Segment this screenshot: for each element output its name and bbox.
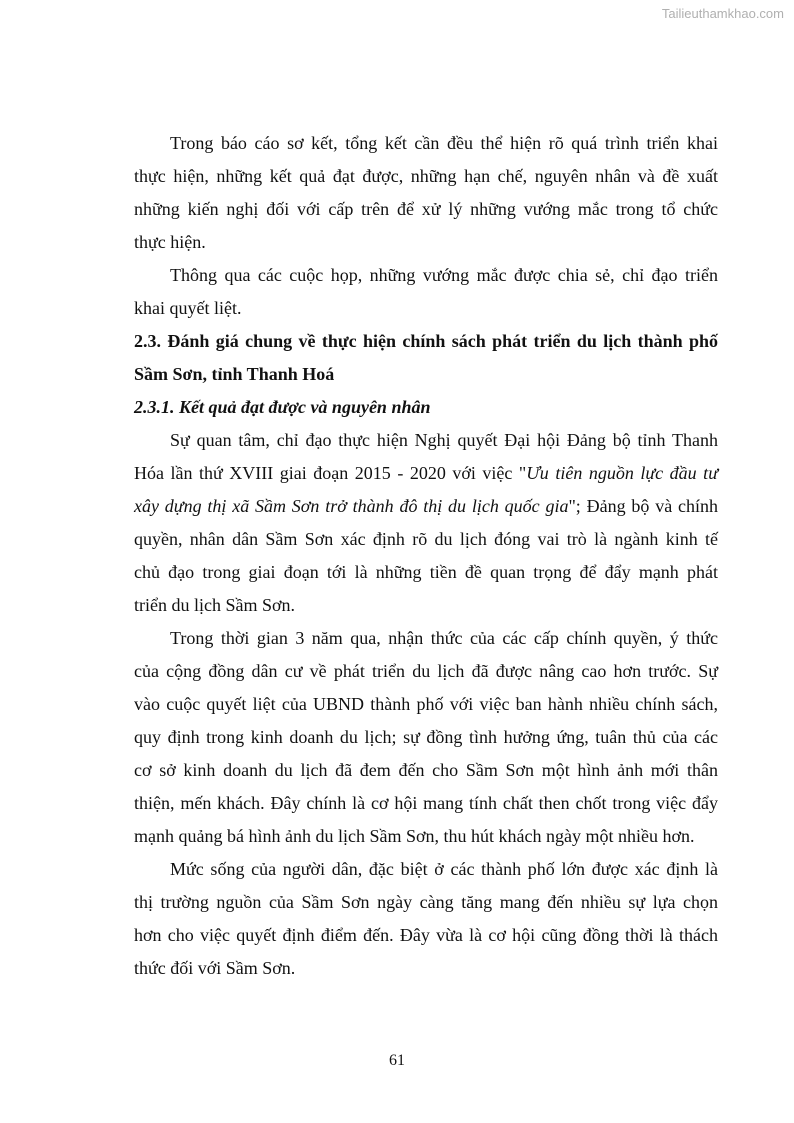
text-line [134,886,718,919]
text-segment: thức đối với Sầm Sơn. [134,958,296,978]
text-segment: "; Đảng bộ và chính [568,496,718,516]
text-segment: thực hiện. [134,232,206,252]
heading-line [134,325,718,358]
text-segment: Trong thời gian 3 năm qua, nhận thức của các cấp chính quyền, ý thức [170,628,718,648]
text-segment: 2.3.1. Kết quả đạt được và nguyên nhân [134,397,431,417]
text-segment: những kiến nghị đối với cấp trên để xử lý những vướng mắc trong tổ chức [134,199,718,219]
text-segment: Thông qua các cuộc họp, những vướng mắc được chia sẻ, chỉ đạo triển [170,265,718,285]
italic-text: xây dựng thị xã Sầm Sơn trở thành đô thị du lịch quốc gia [134,496,569,516]
text-segment: Trong báo cáo sơ kết, tổng kết cần đều thể hiện rõ quá trình triển khai [170,133,718,153]
text-line [134,259,718,292]
text-segment: Hóa lần thứ XVIII giai đoạn 2015 - 2020 với việc " [134,463,527,483]
text-segment: thị trường nguồn của Sầm Sơn ngày càng tăng mang đến nhiều sự lựa chọn [134,892,718,912]
text-line [134,820,718,853]
text-line [134,523,718,556]
text-line [134,754,718,787]
text-line [134,787,718,820]
text-line [134,688,718,721]
text-segment: 2.3. Đánh giá chung về thực hiện chính sách phát triển du lịch thành phố [134,331,718,351]
italic-text: Ưu tiên nguồn lực đầu tư [526,463,719,483]
text-line [134,622,718,655]
text-line [134,127,718,160]
text-line [134,292,718,325]
text-segment: của cộng đồng dân cư về phát triển du lịch đã được nâng cao hơn trước. Sự [134,661,718,681]
text-segment: cơ sở kinh doanh du lịch đã đem đến cho Sầm Sơn một hình ảnh mới thân [134,760,718,780]
text-line [134,160,718,193]
text-line [134,589,718,622]
watermark: Tailieuthamkhao.com [661,6,784,21]
text-segment: chủ đạo trong giai đoạn tới là những tiền đề quan trọng để đẩy mạnh phát [134,562,718,582]
text-line [134,490,718,523]
text-segment: triển du lịch Sầm Sơn. [134,595,296,615]
text-line [134,226,718,259]
text-line [134,424,718,457]
heading-line [134,391,718,424]
text-line [134,556,718,589]
text-line [134,721,718,754]
page-number: 61 [389,1052,405,1069]
text-segment: hơn cho việc quyết định điểm đến. Đây vừa là cơ hội cũng đồng thời là thách [134,925,718,945]
text-segment: quy định trong kinh doanh du lịch; sự đồng tình hưởng ứng, tuân thủ của các [134,727,718,747]
text-segment: vào cuộc quyết liệt của UBND thành phố với việc ban hành nhiều chính sách, [134,694,718,714]
text-line [134,853,718,886]
text-line [134,952,718,985]
text-line [134,919,718,952]
text-line [134,193,718,226]
text-segment: quyền, nhân dân Sầm Sơn xác định rõ du lịch đóng vai trò là ngành kinh tế [134,529,718,549]
text-segment: Mức sống của người dân, đặc biệt ở các thành phố lớn được xác định là [170,859,718,879]
text-segment: Sầm Sơn, tỉnh Thanh Hoá [134,364,335,384]
text-segment: thực hiện, những kết quả đạt được, những hạn chế, nguyên nhân và đề xuất [134,166,718,186]
text-segment: thiện, mến khách. Đây chính là cơ hội mang tính chất then chốt trong việc đẩy [134,793,718,813]
heading-line [134,358,718,391]
text-segment: mạnh quảng bá hình ảnh du lịch Sầm Sơn, thu hút khách ngày một nhiều hơn. [134,826,695,846]
text-segment: khai quyết liệt. [134,298,242,318]
text-line [134,655,718,688]
text-segment: Sự quan tâm, chỉ đạo thực hiện Nghị quyết Đại hội Đảng bộ tỉnh Thanh [170,430,718,450]
document-body [134,127,718,985]
text-line [134,457,718,490]
